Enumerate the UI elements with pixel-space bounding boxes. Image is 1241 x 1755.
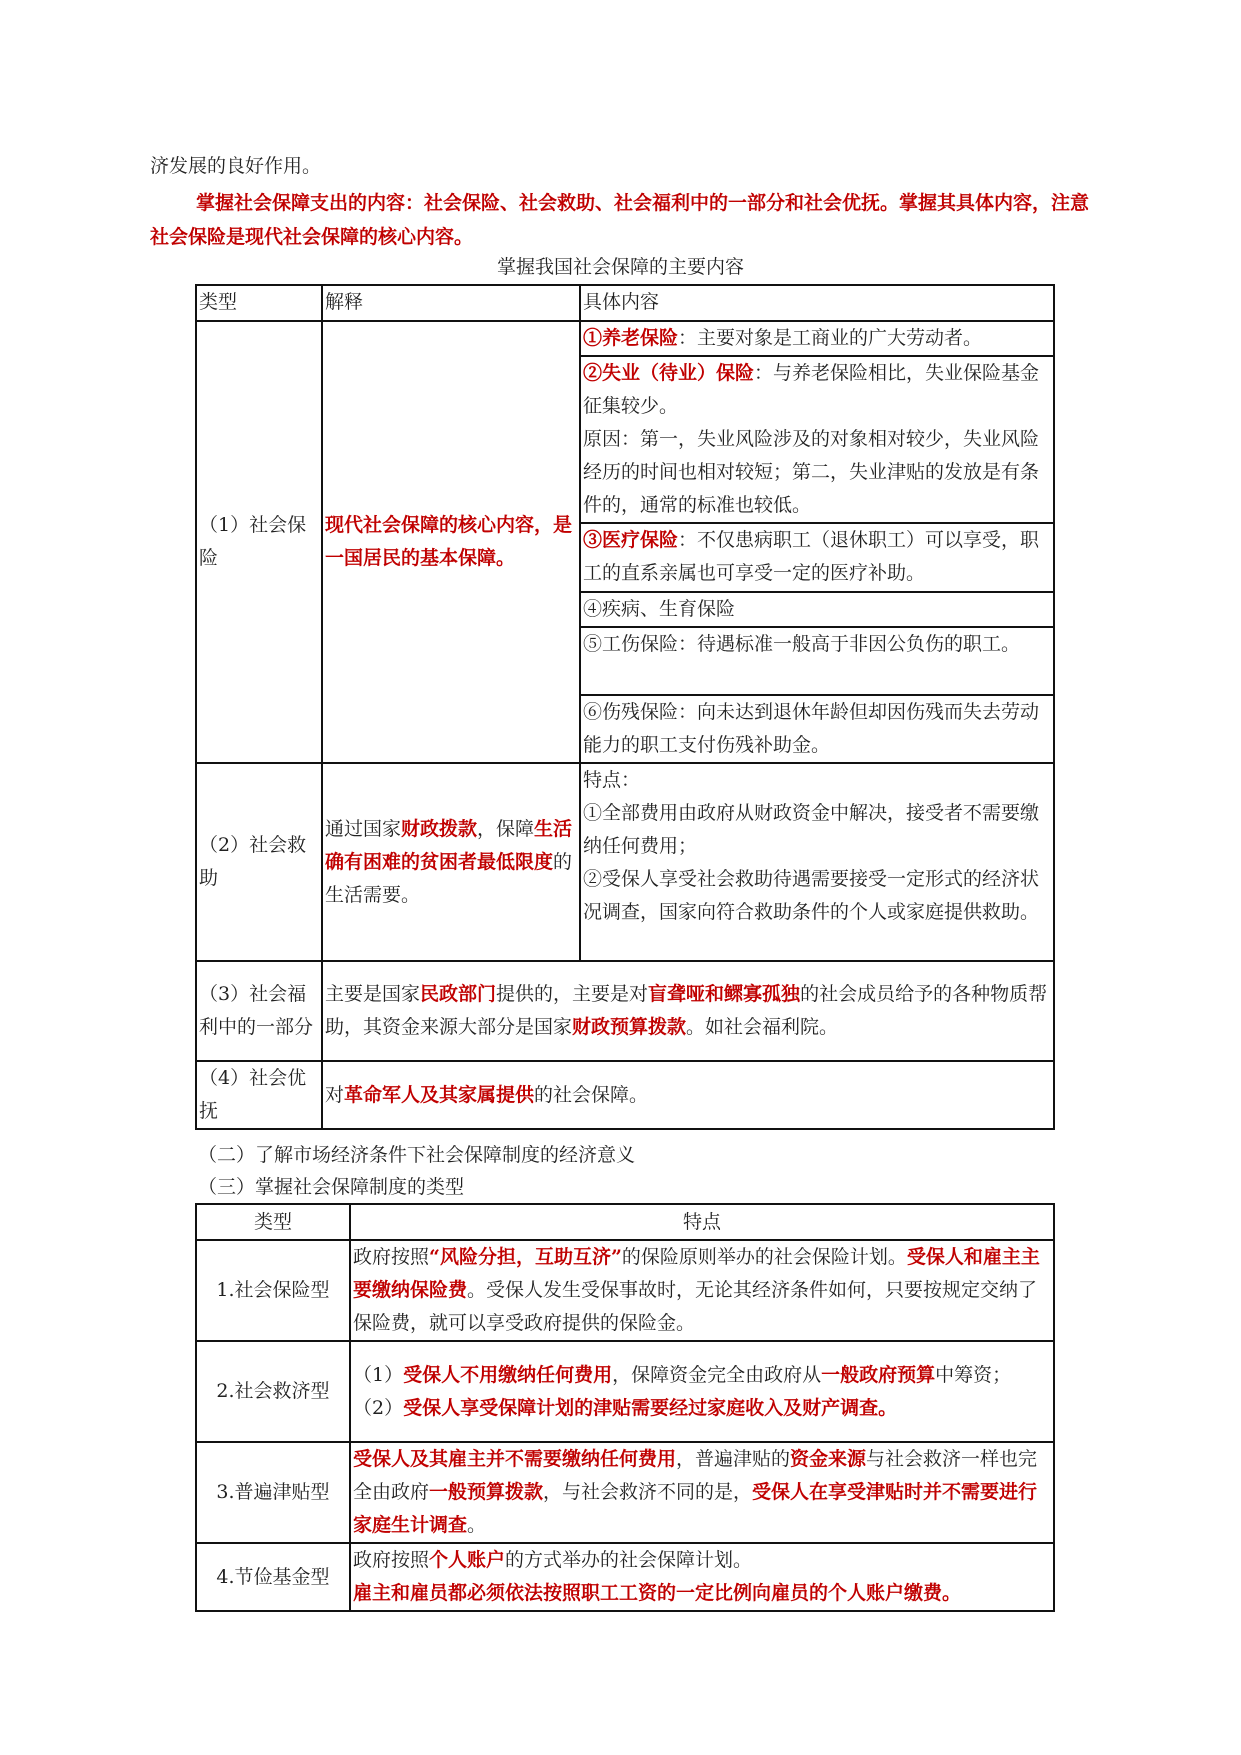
feature-cell bbox=[350, 1341, 1054, 1442]
text-emphasis: 一般预算拨款 bbox=[429, 1481, 544, 1503]
text-span: ，普遍津贴的 bbox=[676, 1448, 791, 1470]
text-emphasis: 革命军人及其家属提供 bbox=[344, 1083, 535, 1106]
section-heading-3: （三）掌握社会保障制度的类型 bbox=[198, 1176, 465, 1198]
explain-cell bbox=[322, 1061, 1054, 1129]
intro-tail: 济发展的良好作用。 bbox=[150, 155, 322, 177]
social-security-content-table bbox=[195, 284, 1055, 1130]
table1-caption: 掌握我国社会保障的主要内容 bbox=[496, 256, 744, 278]
feature-cell bbox=[350, 1442, 1054, 1543]
item-title: ③医疗保险 bbox=[583, 529, 679, 551]
content-line: ②受保人享受社会救助待遇需要接受一定形式的经济状况调查，国家向符合救助条件的个人或家庭提供救助。 bbox=[583, 868, 1040, 923]
feature-cell bbox=[350, 1240, 1054, 1341]
text-span: 。如社会福利院。 bbox=[686, 1016, 839, 1038]
text-span: （1） bbox=[353, 1363, 404, 1386]
text-emphasis: 受保人享受保障计划的津贴需要经过家庭收入及财产调查。 bbox=[403, 1396, 898, 1419]
text-emphasis: 民政部门 bbox=[420, 983, 497, 1005]
text-emphasis: 受保人在享受津贴时并不需要进行家庭生计调查 bbox=[353, 1481, 1038, 1536]
text-span: ，与社会救济不同的是， bbox=[543, 1481, 753, 1503]
text-span: （2） bbox=[353, 1396, 404, 1419]
content-item bbox=[580, 356, 1054, 523]
content-item: ④疾病、生育保险 bbox=[580, 592, 1054, 627]
type-cell: （3）社会福利中的一部分 bbox=[196, 961, 322, 1061]
header-type: 类型 bbox=[196, 285, 322, 321]
text-emphasis: 受保人不用缴纳任何费用 bbox=[403, 1363, 613, 1386]
text-emphasis: 个人账户 bbox=[429, 1549, 506, 1571]
text-emphasis: 盲聋哑和鳏寡孤独 bbox=[648, 983, 801, 1005]
item-title: ①养老保险 bbox=[583, 327, 679, 349]
text-emphasis: 生活确有困难的贫困者最低限度 bbox=[325, 817, 573, 873]
text-span: 。 bbox=[467, 1514, 487, 1536]
table-row bbox=[196, 321, 1054, 356]
text-span: 中筹资； bbox=[935, 1363, 1012, 1386]
item-text: ：不仅患病职工（退休职工）可以享受，职工的直系亲属也可享受一定的医疗补助。 bbox=[583, 529, 1040, 584]
text-span: 对 bbox=[325, 1083, 345, 1106]
text-emphasis: 财政预算拨款 bbox=[572, 1016, 687, 1038]
text-span: 的方式举办的社会保障计划。 bbox=[505, 1549, 753, 1571]
text-emphasis: 受保人和雇主主要缴纳保险费 bbox=[353, 1246, 1040, 1301]
emphasis-note: 掌握社会保障支出的内容：社会保险、社会救助、社会福利中的一部分和社会优抚。掌握其具体内容，注意社会保险是现代社会保障的核心内容。 bbox=[150, 192, 1090, 248]
header-feature: 特点 bbox=[350, 1204, 1054, 1240]
text-span: ，保障资金完全由政府从 bbox=[612, 1363, 822, 1386]
type-cell: 2.社会救济型 bbox=[196, 1341, 350, 1442]
social-security-types-table bbox=[195, 1203, 1055, 1612]
text-emphasis: 雇主和雇员都必须依法按照职工工资的一定比例向雇员的个人账户缴费。 bbox=[353, 1582, 962, 1604]
text-emphasis: “风险分担，互助互济” bbox=[429, 1246, 622, 1268]
type-cell: 1.社会保险型 bbox=[196, 1240, 350, 1341]
text-emphasis: 一般政府预算 bbox=[821, 1363, 936, 1386]
text-span: 通过国家 bbox=[325, 817, 402, 840]
text-span: 与社会救济一样也完全由政府 bbox=[353, 1448, 1038, 1503]
table-header-row bbox=[196, 285, 1054, 321]
item-extra: 原因：第一，失业风险涉及的对象相对较少，失业风险经历的时间也相对较短；第二，失业津贴的发放是有条件的，通常的标准也较低。 bbox=[583, 428, 1040, 516]
feature-cell bbox=[350, 1543, 1054, 1611]
explain-cell bbox=[322, 961, 1054, 1061]
text-span: 主要是国家 bbox=[325, 983, 421, 1005]
item-text: ：主要对象是工商业的广大劳动者。 bbox=[678, 327, 983, 349]
text-span: 政府按照 bbox=[353, 1549, 430, 1571]
content-line: ①全部费用由政府从财政资金中解决，接受者不需要缴纳任何费用； bbox=[583, 802, 1040, 857]
content-item bbox=[580, 523, 1054, 592]
header-content: 具体内容 bbox=[580, 285, 1054, 321]
header-type: 类型 bbox=[196, 1204, 350, 1240]
content-item bbox=[580, 321, 1054, 356]
type-cell: 3.普遍津贴型 bbox=[196, 1442, 350, 1543]
table-row bbox=[196, 961, 1054, 1061]
table-row bbox=[196, 1442, 1054, 1543]
content-item: ⑥伤残保险：向未达到退休年龄但却因伤残而失去劳动能力的职工支付伤残补助金。 bbox=[580, 695, 1054, 763]
text-emphasis: 受保人及其雇主并不需要缴纳任何费用 bbox=[353, 1448, 677, 1470]
text-emphasis: 财政拨款 bbox=[401, 817, 478, 840]
content-item: ⑤工伤保险：待遇标准一般高于非因公负伤的职工。 bbox=[580, 627, 1054, 695]
table-row bbox=[196, 1341, 1054, 1442]
text-span: 提供的，主要是对 bbox=[496, 983, 649, 1005]
type-cell: （2）社会救助 bbox=[196, 763, 322, 961]
text-span: 。受保人发生受保事故时，无论其经济条件如何，只要按规定交纳了保险费，就可以享受政府提供的保险金。 bbox=[353, 1279, 1038, 1334]
table-row bbox=[196, 1061, 1054, 1129]
content-line: 特点： bbox=[583, 769, 641, 791]
table-row bbox=[196, 1240, 1054, 1341]
explain-cell: 现代社会保障的核心内容，是一国居民的基本保障。 bbox=[322, 321, 580, 763]
text-span: 的保险原则举办的社会保险计划。 bbox=[621, 1246, 907, 1268]
table-row bbox=[196, 763, 1054, 961]
type-cell: （4）社会优抚 bbox=[196, 1061, 322, 1129]
text-span: 的社会保障。 bbox=[534, 1083, 649, 1106]
item-text: ：与养老保险相比，失业保险基金征集较少。 bbox=[583, 362, 1040, 417]
section-heading-2: （二）了解市场经济条件下社会保障制度的经济意义 bbox=[198, 1144, 636, 1166]
text-emphasis: 资金来源 bbox=[790, 1448, 867, 1470]
text-span: 的生活需要。 bbox=[325, 850, 573, 906]
content-cell bbox=[580, 763, 1054, 961]
type-cell: （1）社会保险 bbox=[196, 321, 322, 763]
header-explain: 解释 bbox=[322, 285, 580, 321]
table-row bbox=[196, 1543, 1054, 1611]
item-title: ②失业（待业）保险 bbox=[583, 362, 755, 384]
type-cell: 4.节俭基金型 bbox=[196, 1543, 350, 1611]
explain-cell bbox=[322, 763, 580, 961]
text-span: 政府按照 bbox=[353, 1246, 430, 1268]
table-header-row bbox=[196, 1204, 1054, 1240]
text-span: ，保障 bbox=[477, 817, 535, 840]
text-span: 的社会成员给予的各种物质帮助，其资金来源大部分是国家 bbox=[325, 983, 1048, 1038]
